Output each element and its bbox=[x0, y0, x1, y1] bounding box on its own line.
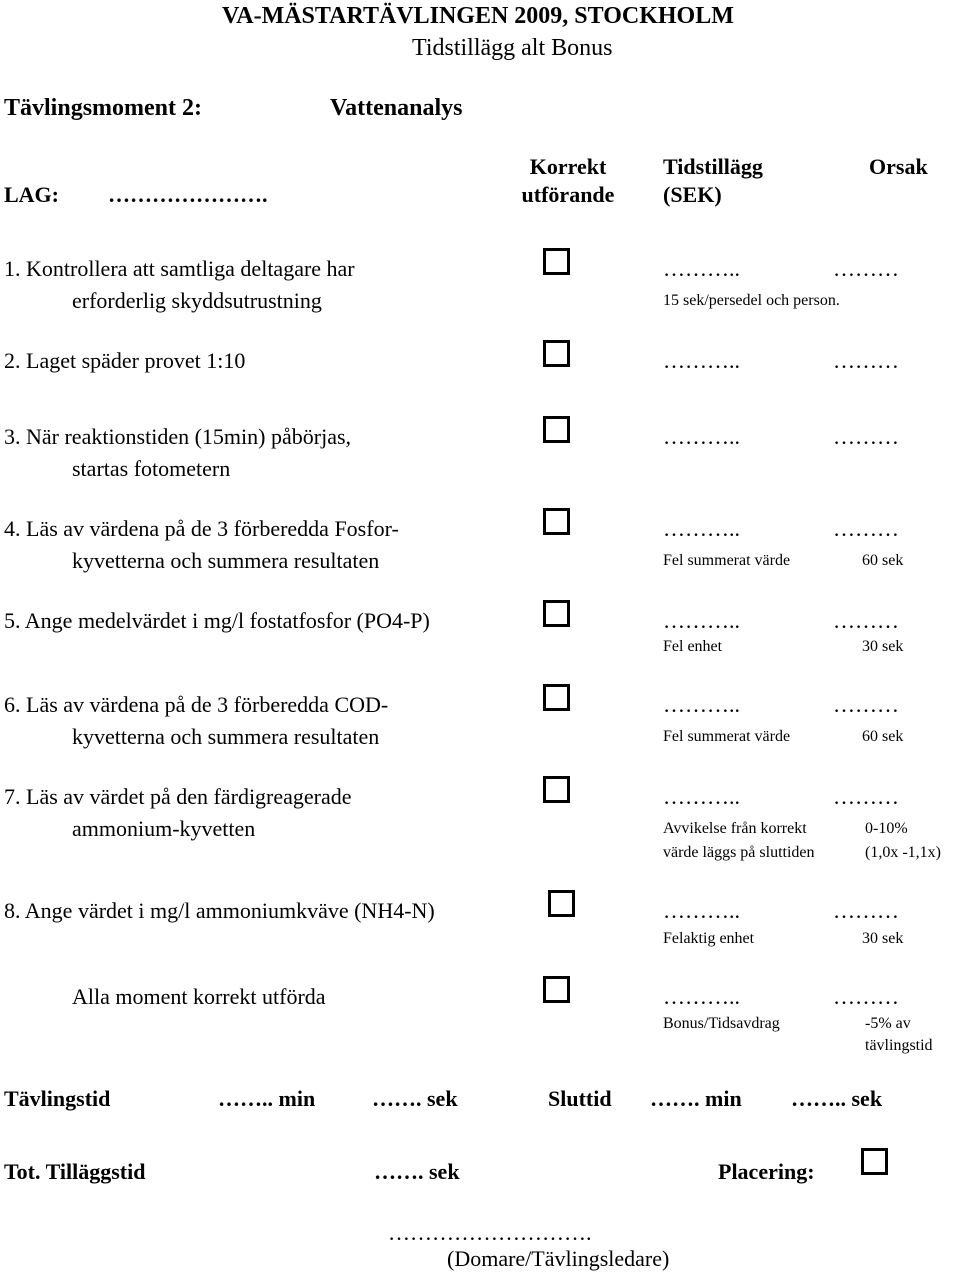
document-subtitle: Tidstillägg alt Bonus bbox=[412, 35, 613, 61]
item-4-reason-blank[interactable]: ……… bbox=[833, 516, 899, 541]
item-7-note-line2: värde läggs på sluttiden bbox=[663, 844, 815, 861]
tavlingstid-label: Tävlingstid bbox=[4, 1086, 111, 1111]
item-8-text: 8. Ange värdet i mg/l ammoniumkväve (NH4-N) bbox=[4, 898, 435, 923]
sluttid-sek-blank[interactable]: …….. sek bbox=[791, 1086, 883, 1111]
item-5-reason-blank[interactable]: ……… bbox=[833, 608, 899, 633]
item-4-amount: 60 sek bbox=[862, 552, 904, 569]
item-4-text: 4. Läs av värdena på de 3 förberedda Fosfor- bbox=[4, 516, 399, 541]
signature-label: (Domare/Tävlingsledare) bbox=[447, 1246, 670, 1271]
moment-value: Vattenanalys bbox=[330, 95, 463, 121]
item-8-reason-blank[interactable]: ……… bbox=[833, 898, 899, 923]
item-4-penalty-blank[interactable]: ……….. bbox=[663, 516, 740, 541]
item-6-checkbox[interactable] bbox=[543, 684, 570, 711]
document-title: VA-MÄSTARTÄVLINGEN 2009, STOCKHOLM bbox=[222, 3, 734, 29]
item-5-note: Fel enhet bbox=[663, 638, 723, 655]
bonus-checkbox[interactable] bbox=[543, 976, 570, 1003]
item-7-amount-line2: (1,0x -1,1x) bbox=[865, 844, 941, 861]
column-penalty-line1: Tidstillägg bbox=[663, 154, 763, 179]
item-6-penalty-blank[interactable]: ……….. bbox=[663, 692, 740, 717]
item-1-checkbox[interactable] bbox=[543, 248, 570, 275]
column-correct-line2: utförande bbox=[521, 182, 615, 207]
item-3-text: 3. När reaktionstiden (15min) påbörjas, bbox=[4, 424, 352, 449]
item-3-checkbox[interactable] bbox=[543, 416, 570, 443]
item-1-text: 1. Kontrollera att samtliga deltagare har bbox=[4, 256, 355, 281]
tot-tillaggstid-label: Tot. Tilläggstid bbox=[4, 1159, 146, 1184]
item-3-reason-blank[interactable]: ……… bbox=[833, 424, 899, 449]
sluttid-label: Sluttid bbox=[548, 1086, 612, 1111]
item-6-text: 6. Läs av värdena på de 3 förberedda COD- bbox=[4, 692, 389, 717]
item-6-amount: 60 sek bbox=[862, 728, 904, 745]
placering-checkbox[interactable] bbox=[861, 1148, 888, 1175]
bonus-note: Bonus/Tidsavdrag bbox=[663, 1015, 780, 1032]
bonus-penalty-blank[interactable]: ……….. bbox=[663, 984, 740, 1009]
item-2-text: 2. Laget späder provet 1:10 bbox=[4, 348, 246, 373]
item-8-penalty-blank[interactable]: ……….. bbox=[663, 898, 740, 923]
item-5-penalty-blank[interactable]: ……….. bbox=[663, 608, 740, 633]
item-7-amount: 0-10% bbox=[865, 820, 908, 837]
item-2-penalty-blank[interactable]: ……….. bbox=[663, 348, 740, 373]
column-correct-line1: Korrekt bbox=[529, 154, 607, 179]
column-reason: Orsak bbox=[869, 154, 928, 179]
item-6-text-line2: kyvetterna och summera resultaten bbox=[72, 724, 380, 749]
item-4-text-line2: kyvetterna och summera resultaten bbox=[72, 548, 380, 573]
item-1-penalty-blank[interactable]: ……….. bbox=[663, 256, 740, 281]
item-8-note: Felaktig enhet bbox=[663, 930, 755, 947]
item-5-amount: 30 sek bbox=[862, 638, 904, 655]
item-7-text: 7. Läs av värdet på den färdigreagerade bbox=[4, 784, 352, 809]
tavlingstid-sek-blank[interactable]: ……. sek bbox=[372, 1086, 458, 1111]
bonus-text: Alla moment korrekt utförda bbox=[72, 984, 326, 1009]
item-3-text-line2: startas fotometern bbox=[72, 456, 231, 481]
bonus-amount-line2: tävlingstid bbox=[865, 1037, 933, 1054]
placering-label: Placering: bbox=[718, 1159, 815, 1184]
tot-tillaggstid-sek-blank[interactable]: ……. sek bbox=[374, 1159, 460, 1184]
item-7-checkbox[interactable] bbox=[543, 776, 570, 803]
item-6-note: Fel summerat värde bbox=[663, 728, 791, 745]
lag-name-blank[interactable]: …………………. bbox=[108, 182, 268, 207]
bonus-amount: -5% av bbox=[865, 1015, 911, 1032]
item-6-reason-blank[interactable]: ……… bbox=[833, 692, 899, 717]
item-5-checkbox[interactable] bbox=[543, 600, 570, 627]
item-1-note: 15 sek/persedel och person. bbox=[663, 292, 840, 309]
item-5-text: 5. Ange medelvärdet i mg/l fostatfosfor (PO4-P) bbox=[4, 608, 430, 633]
item-4-checkbox[interactable] bbox=[543, 508, 570, 535]
item-7-penalty-blank[interactable]: ……….. bbox=[663, 784, 740, 809]
item-1-text-line2: erforderlig skyddsutrustning bbox=[72, 288, 322, 313]
item-7-reason-blank[interactable]: ……… bbox=[833, 784, 899, 809]
item-8-checkbox[interactable] bbox=[548, 890, 575, 917]
moment-label: Tävlingsmoment 2: bbox=[4, 95, 202, 121]
signature-blank[interactable]: ………………………. bbox=[388, 1220, 592, 1245]
lag-label: LAG: bbox=[4, 182, 59, 207]
item-2-checkbox[interactable] bbox=[543, 340, 570, 367]
item-4-note: Fel summerat värde bbox=[663, 552, 791, 569]
item-2-reason-blank[interactable]: ……… bbox=[833, 348, 899, 373]
item-7-text-line2: ammonium-kyvetten bbox=[72, 816, 256, 841]
bonus-reason-blank[interactable]: ……… bbox=[833, 984, 899, 1009]
tavlingstid-min-blank[interactable]: …….. min bbox=[218, 1086, 316, 1111]
sluttid-min-blank[interactable]: ……. min bbox=[650, 1086, 742, 1111]
item-8-amount: 30 sek bbox=[862, 930, 904, 947]
column-penalty-line2: (SEK) bbox=[663, 182, 722, 207]
item-3-penalty-blank[interactable]: ……….. bbox=[663, 424, 740, 449]
item-7-note: Avvikelse från korrekt bbox=[663, 820, 807, 837]
item-1-reason-blank[interactable]: ……… bbox=[833, 256, 899, 281]
